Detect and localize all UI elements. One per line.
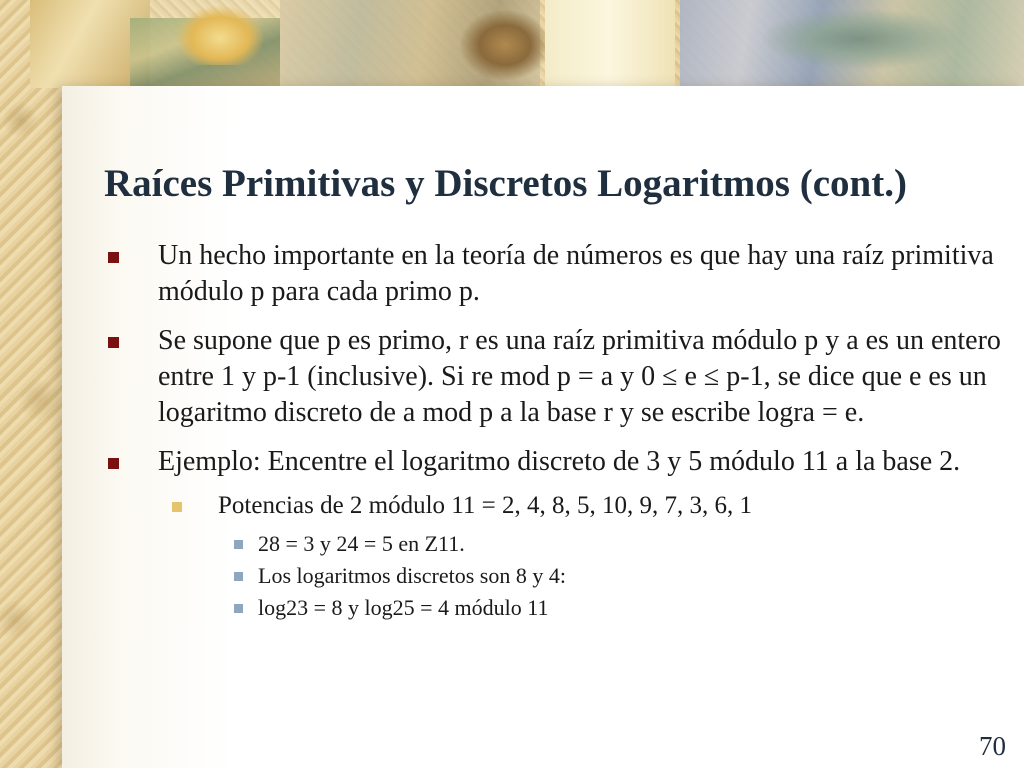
square-bullet-icon <box>108 458 119 469</box>
decorative-header-band <box>0 0 1024 88</box>
square-bullet-icon <box>108 337 119 348</box>
square-bullet-icon <box>234 540 243 549</box>
bullet-text: Ejemplo: Encentre el logaritmo discreto de 3 y 5 módulo 11 a la base 2. <box>158 446 961 477</box>
square-bullet-icon <box>108 252 119 263</box>
sub-sub-bullet-item <box>104 592 1004 624</box>
bullet-text: Se supone que p es primo, r es una raíz primitiva módulo p y a es un entero entre 1 y p-1 (inclusive). Si re mod p = a y 0 ≤ e ≤ p-1, se dice que e es un logaritmo discreto de a mod p a la base r y se escribe logra = e. <box>158 325 1001 428</box>
slide-title: Raíces Primitivas y Discretos Logaritmos (cont.) <box>104 162 907 205</box>
bullet-text: Un hecho importante en la teoría de números es que hay una raíz primitiva módulo p para cada primo p. <box>158 240 994 307</box>
parchment-texture-strip <box>0 0 62 768</box>
sub-sub-bullet-item <box>104 528 1004 560</box>
sub-bullet-item <box>104 490 1004 522</box>
square-bullet-icon <box>234 572 243 581</box>
sub-sub-bullet-text: log23 = 8 y log25 = 4 módulo 11 <box>258 595 549 620</box>
sub-sub-bullet-text: 28 = 3 y 24 = 5 en Z11. <box>258 531 465 556</box>
bullet-item <box>104 323 1004 431</box>
square-bullet-icon <box>234 604 243 613</box>
bullet-item <box>104 444 1004 480</box>
sub-sub-bullet-text: Los logaritmos discretos son 8 y 4: <box>258 563 566 588</box>
square-bullet-icon <box>172 502 182 512</box>
page-number: 70 <box>979 731 1006 761</box>
slide-body <box>104 238 1004 624</box>
sub-bullet-text: Potencias de 2 módulo 11 = 2, 4, 8, 5, 10, 9, 7, 3, 6, 1 <box>218 492 752 519</box>
bullet-item <box>104 238 1004 310</box>
sub-sub-bullet-item <box>104 560 1004 592</box>
